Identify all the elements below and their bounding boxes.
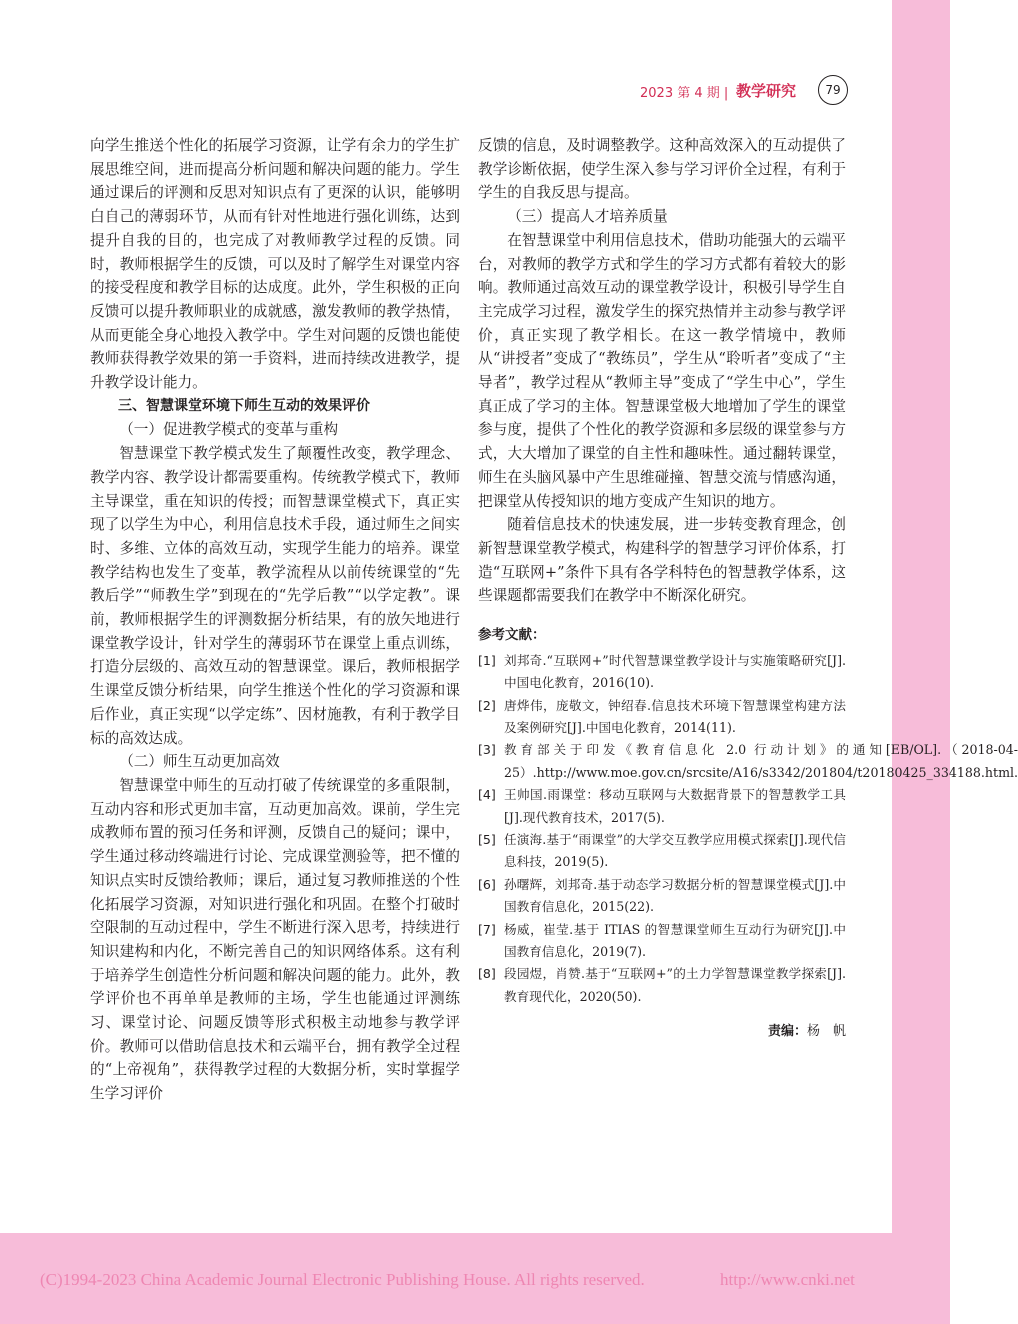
- right-column: [478, 134, 1018, 1044]
- reference-text: 孙曙辉，刘邦奇.基于动态学习数据分析的智慧课堂模式[J].中国教育信息化，2015(22).: [504, 876, 846, 915]
- reference-text: 王帅国.雨课堂：移动互联网与大数据背景下的智慧教学工具[J].现代教育技术，2017(5).: [504, 787, 846, 825]
- editor-label: 责编：: [767, 1024, 807, 1040]
- reference-item: [478, 829, 846, 874]
- reference-item: [478, 784, 846, 829]
- reference-item: [478, 739, 1018, 784]
- page-header: [640, 80, 850, 104]
- editor-credit: [478, 1020, 846, 1044]
- paragraph: 向学生推送个性化的拓展学习资源，让学有余力的学生扩展思维空间，进而提高分析问题和解决问题的能力。学生通过课后的评测和反思对知识点有了更深的认识，能够明白自己的薄弱环节，从而有针对性地进行强化训练，达到提升自我的目的，也完成了对教师教学过程的反馈。同时，教师根据学生的反馈，可以及时了解学生对课堂内容的接受程度和教学目标的达成度。此外，学生积极的正向反馈可以提升教师职业的成就感，激发教师的教学热情，从而更能全身心地投入教学中。学生对问题的反馈也能使教师获得教学效果的第一手资料，进而持续改进教学，提升教学设计能力。: [90, 137, 460, 392]
- paragraph: 随着信息技术的快速发展，进一步转变教育理念，创新智慧课堂教学模式，构建科学的智慧学习评价体系，打造“互联网+”条件下具有各学科特色的智慧教学体系，这些课题都需要我们在教学中不断深化研究。: [478, 516, 846, 605]
- reference-number: [8]: [478, 966, 496, 982]
- issue-label: 2023 第 4 期 |: [640, 86, 729, 101]
- paragraph: 反馈的信息，及时调整教学。这种高效深入的互动提供了教学诊断依据，使学生深入参与学习评价全过程，有利于学生的自我反思与提高。: [478, 137, 846, 202]
- page-number-badge: 79: [818, 75, 848, 105]
- reference-item: [478, 874, 846, 919]
- section-title: 教学研究: [736, 82, 797, 100]
- reference-item: [478, 695, 846, 740]
- reference-item: [478, 650, 846, 695]
- copyright-text: (C)1994-2023 China Academic Journal Electronic Publishing House. All rights reserved.: [40, 1270, 645, 1289]
- reference-number: [3]: [478, 742, 496, 758]
- reference-number: [5]: [478, 832, 496, 848]
- decorative-side-band: [892, 0, 950, 1324]
- paragraph: 智慧课堂下教学模式发生了颠覆性改变，教学理念、教学内容、教学设计都需要重构。传统教学模式下，教师主导课堂，重在知识的传授；而智慧课堂模式下，真正实现了以学生为中心，利用信息技术手段，通过师生之间实时、多维、立体的高效互动，实现学生能力的培养。课堂教学结构也发生了变革，教学流程从以前传统课堂的“先教后学”“师教生学”到现在的“先学后教”“以学定教”。课前，教师根据学生的评测数据分析结果，有的放矢地进行课堂教学设计，针对学生的薄弱环节在课堂上重点训练，打造分层级的、高效互动的智慧课堂。课后，教师根据学生课堂反馈分析结果，向学生推送个性化的学习资源和课后作业，真正实现“以学定练”、因材施教，有利于教学目标的高效达成。: [90, 445, 460, 747]
- section-heading: 三、智慧课堂环境下师生互动的效果评价: [118, 397, 370, 414]
- reference-text: 刘邦奇.“互联网+”时代智慧课堂教学设计与实施策略研究[J].中国电化教育，2016(10).: [504, 652, 846, 691]
- reference-number: [2]: [478, 697, 496, 713]
- reference-item: [478, 919, 846, 964]
- reference-number: [6]: [478, 876, 496, 892]
- reference-text: 唐烨伟，庞敬文，钟绍春.信息技术环境下智慧课堂构建方法及案例研究[J].中国电化教育，2014(11).: [504, 697, 846, 735]
- reference-text: 任演海.基于“雨课堂”的大学交互教学应用模式探索[J].现代信息科技，2019(5).: [504, 832, 846, 870]
- references-list: [478, 650, 1018, 1009]
- left-column: [90, 134, 460, 1106]
- editor-name: 杨 帆: [806, 1024, 846, 1040]
- reference-item: [478, 963, 846, 1008]
- references-title: 参考文献：: [478, 627, 546, 644]
- reference-text: 教育部关于印发《教育信息化 2.0 行动计划》的通知[EB/OL].（2018-04-25）.http://www.moe.gov.cn/srcsite/A16/s3342/201804/t20180425_334188.html.: [504, 742, 1018, 780]
- footer-link[interactable]: http://www.cnki.net: [720, 1270, 855, 1289]
- subsection-heading: （三）提高人才培养质量: [507, 208, 668, 226]
- reference-number: [7]: [478, 921, 496, 937]
- subsection-heading: （一）促进教学模式的变革与重构: [119, 421, 339, 439]
- reference-text: 段园煜，肖赞.基于“互联网+”的土力学智慧课堂教学探索[J].教育现代化，2020(50).: [504, 966, 846, 1004]
- copyright-footer: [40, 1270, 920, 1290]
- reference-number: [1]: [478, 652, 496, 668]
- reference-text: 杨威，崔莹.基于 ITIAS 的智慧课堂师生互动行为研究[J].中国教育信息化，2019(7).: [504, 921, 846, 960]
- paragraph: 在智慧课堂中利用信息技术，借助功能强大的云端平台，对教师的教学方式和学生的学习方式都有着较大的影响。教师通过高效互动的课堂教学设计，积极引导学生自主完成学习过程，激发学生的探究热情并主动参与教学评价，真正实现了教学相长。在这一教学情境中，教师从“讲授者”变成了“教练员”，学生从“聆听者”变成了“主导者”，教学过程从“教师主导”变成了“学生中心”，学生真正成了学习的主体。智慧课堂极大地增加了学生的课堂参与度，提供了个性化的教学资源和多层级的课堂参与方式，大大增加了课堂的自主性和趣味性。通过翻转课堂，师生在头脑风暴中产生思维碰撞、智慧交流与情感沟通，把课堂从传授知识的地方变成产生知识的地方。: [478, 231, 846, 510]
- reference-number: [4]: [478, 787, 496, 803]
- paragraph: 智慧课堂中师生的互动打破了传统课堂的多重限制，互动内容和形式更加丰富，互动更加高效。课前，学生完成教师布置的预习任务和评测，反馈自己的疑问；课中，学生通过移动终端进行讨论、完成课堂测验等，把不懂的知识点实时反馈给教师；课后，通过复习教师推送的个性化拓展学习资源，对知识进行强化和巩固。在整个打破时空限制的互动过程中，学生不断进行深入思考，持续进行知识建构和内化，不断完善自己的知识网络体系。这有利于培养学生创造性分析问题和解决问题的能力。此外，教学评价也不再单单是教师的主场，学生也能通过评测练习、课堂讨论、问题反馈等形式积极主动地参与教学评价。教师可以借助信息技术和云端平台，拥有教学全过程的“上帝视角”，获得教学过程的大数据分析，实时掌握学生学习评价: [90, 776, 460, 1103]
- subsection-heading: （二）师生互动更加高效: [119, 753, 280, 771]
